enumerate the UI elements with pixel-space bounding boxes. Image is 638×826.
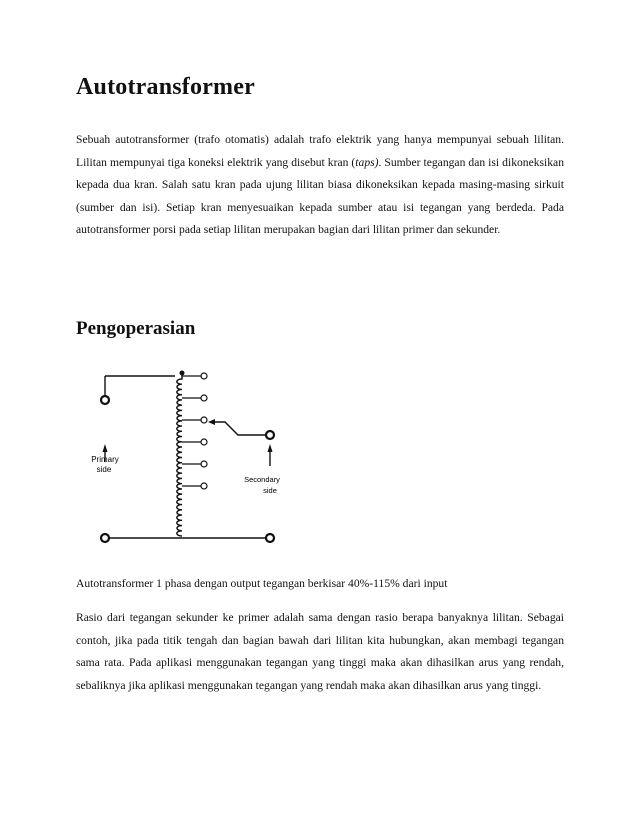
diagram-caption: Autotransformer 1 phasa dengan output tegangan berkisar 40%-115% dari input [76,577,448,590]
taps-term: taps) [355,155,379,169]
secondary-arrow-head [268,444,273,452]
intro-text-start: Sebuah autotransformer (trafo otomatis) adalah trafo elektrik yang hanya mempunyai sebuah lilitan. Lilitan mempunyai tiga koneksi elektrik yang disebut kran ( [76,133,564,169]
secondary-bottom-terminal [266,534,274,542]
tap-terminal-3 [201,417,207,423]
tap-selector-arrow-head [208,419,215,425]
intro-text-end: . Sumber tegangan dan isi dikoneksikan kepada dua kran. Salah satu kran pada ujung lilitan biasa dikoneksikan kepada masing-masing sirkuit (sumber dan isi). Setiap kran menyesuaikan kepada sumber atau isi tegangan yang berdeda. Pada autotransformer porsi pada setiap lilitan merupakan bagian dari lilitan primer dan sekunder. [76,155,564,237]
coil-winding [177,371,184,536]
tap-terminal-2 [201,395,207,401]
coil-top-node [180,371,184,375]
coil-path [177,373,182,536]
autotransformer-diagram [90,366,290,556]
tap-terminals [182,373,207,489]
tap-selector-arm [211,422,266,435]
secondary-label-line1: Secondary [244,475,280,484]
tap-terminal-4 [201,439,207,445]
intro-paragraph [76,129,564,242]
tap-terminal-1 [201,373,207,379]
section-heading: Pengoperasian [76,318,196,339]
primary-label-line1: Primary [91,455,119,464]
closing-paragraph: Rasio dari tegangan sekunder ke primer adalah sama dengan rasio berapa banyaknya lilitan. Sebagai contoh, jika pada titik tengah dan bagian bawah dari lilitan kita hubungkan, akan membagi tegangan sama rata. Pada aplikasi menggunakan tegangan yang tinggi maka akan dihasilkan arus yang rendah, sebaliknya jika aplikasi menggunakan tegangan yang rendah maka akan dihasilkan arus yang tinggi. [76,611,564,692]
primary-circuit [101,376,266,542]
primary-top-terminal [101,396,109,404]
secondary-label-line2: side [263,486,277,495]
primary-label-line2: side [96,465,112,474]
primary-arrow-head [103,444,108,452]
tap-terminal-5 [201,461,207,467]
secondary-top-terminal [266,431,274,439]
tap-terminal-6 [201,483,207,489]
primary-bottom-terminal [101,534,109,542]
page-title: Autotransformer [76,74,255,100]
autotransformer-schematic [90,366,290,556]
